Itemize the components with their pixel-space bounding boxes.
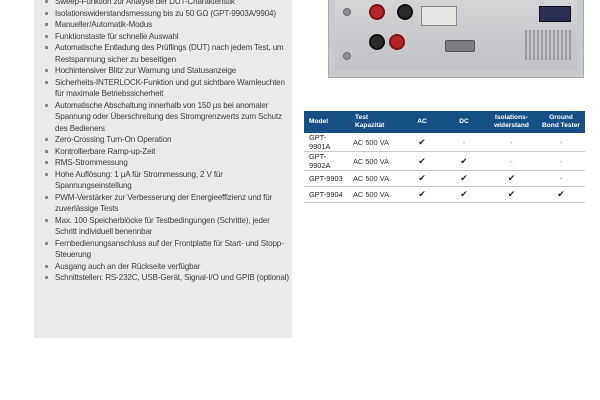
feature-item: Sweep-Funktion zur Analyse der DUT-Charakteristik	[44, 0, 292, 8]
ground-terminal-icon	[369, 34, 385, 50]
table-row	[304, 133, 585, 152]
model-cell: GPT-9901A	[304, 133, 350, 152]
table-row	[304, 187, 585, 203]
high-voltage-terminal-icon	[369, 4, 385, 20]
feature-item: Ausgang auch an der Rückseite verfügbar	[44, 261, 292, 273]
feature-item: Kontrollierbare Ramp-up-Zeit	[44, 146, 292, 158]
screw-icon	[343, 8, 351, 16]
warning-label-icon	[421, 6, 457, 26]
feature-item: Hochintensiver Blitz zur Warnung und Statusanzeige	[44, 65, 292, 77]
column-header-capacity: Test Kapazität	[350, 111, 402, 133]
remote-connector-icon	[445, 40, 475, 52]
feature-item: PWM-Verstärker zur Verbesserung der Energieeffizienz und für zuverlässige Tests	[44, 192, 292, 215]
model-cell: GPT-9902A	[304, 152, 350, 171]
column-header-model: Model	[304, 111, 350, 133]
capacity-cell: AC 500 VA	[350, 133, 402, 152]
feature-item: RMS-Strommessung	[44, 157, 292, 169]
rating-label-icon	[539, 6, 571, 22]
table-row	[304, 171, 585, 187]
insulation-cell: ✔	[486, 171, 537, 187]
feature-item: Manueller/Automatik-Modus	[44, 19, 292, 31]
feature-list	[34, 0, 292, 284]
ac-cell: ✔	[402, 171, 442, 187]
model-comparison-table	[304, 111, 585, 203]
ac-cell: ✔	[402, 133, 442, 152]
dc-cell: ✔	[442, 152, 486, 171]
column-header-insulation: Isolations-widerstand	[486, 111, 537, 133]
model-cell: GPT-9904	[304, 187, 350, 203]
dc-cell: ✔	[442, 171, 486, 187]
capacity-cell: AC 500 VA	[350, 187, 402, 203]
feature-item: Automatische Entladung des Prüflings (DUT) nach jedem Test, um Restspannung sicher zu beseitigen	[44, 42, 292, 65]
column-header-ac: AC	[402, 111, 442, 133]
ground-bond-cell: -	[537, 152, 585, 171]
feature-item: Hohe Auflösung: 1 µA für Strommessung, 2 V für Spannungseinstellung	[44, 169, 292, 192]
insulation-cell: ✔	[486, 187, 537, 203]
ground-bond-cell: -	[537, 171, 585, 187]
model-cell: GPT-9903	[304, 171, 350, 187]
column-header-ground-bond: Ground Bond Tester	[537, 111, 585, 133]
feature-item: Max. 100 Speicherblöcke für Testbedingungen (Schritte), jeder Schritt individuell benennbar	[44, 215, 292, 238]
capacity-cell: AC 500 VA	[350, 171, 402, 187]
table-row	[304, 152, 585, 171]
ground-bond-terminal-icon	[389, 34, 405, 50]
ground-bond-cell: ✔	[537, 187, 585, 203]
ac-cell: ✔	[402, 187, 442, 203]
column-header-dc: DC	[442, 111, 486, 133]
instrument-front-panel	[335, 0, 577, 70]
feature-item: Zero-Crossing Turn-On Operation	[44, 134, 292, 146]
table-header-row	[304, 111, 585, 133]
feature-item: Schnittstellen: RS-232C, USB-Gerät, Signal-I/O und GPIB (optional)	[44, 272, 292, 284]
feature-panel	[34, 0, 292, 338]
vent-grille-icon	[525, 30, 573, 60]
screw-icon	[343, 52, 351, 60]
insulation-cell: -	[486, 152, 537, 171]
return-terminal-icon	[397, 4, 413, 20]
feature-item: Funktionstaste für schnelle Auswahl	[44, 31, 292, 43]
ground-bond-cell: -	[537, 133, 585, 152]
dc-cell: ✔	[442, 187, 486, 203]
feature-item: Sicherheits-INTERLOCK-Funktion und gut sichtbare Warnleuchten für maximale Betriebssicherheit	[44, 77, 292, 100]
capacity-cell: AC 500 VA	[350, 152, 402, 171]
instrument-photo	[328, 0, 584, 78]
ac-cell: ✔	[402, 152, 442, 171]
insulation-cell: -	[486, 133, 537, 152]
dc-cell: -	[442, 133, 486, 152]
feature-item: Automatische Abschaltung innerhalb von 150 µs bei anomaler Spannung oder Überschreitung des Stromgrenzwerts zum Schutz des Bedieners	[44, 100, 292, 135]
feature-item: Fernbedienungsanschluss auf der Frontplatte für Start- und Stopp-Steuerung	[44, 238, 292, 261]
feature-item: Isolationswiderstandsmessung bis zu 50 GΩ (GPT-9903A/9904)	[44, 8, 292, 20]
